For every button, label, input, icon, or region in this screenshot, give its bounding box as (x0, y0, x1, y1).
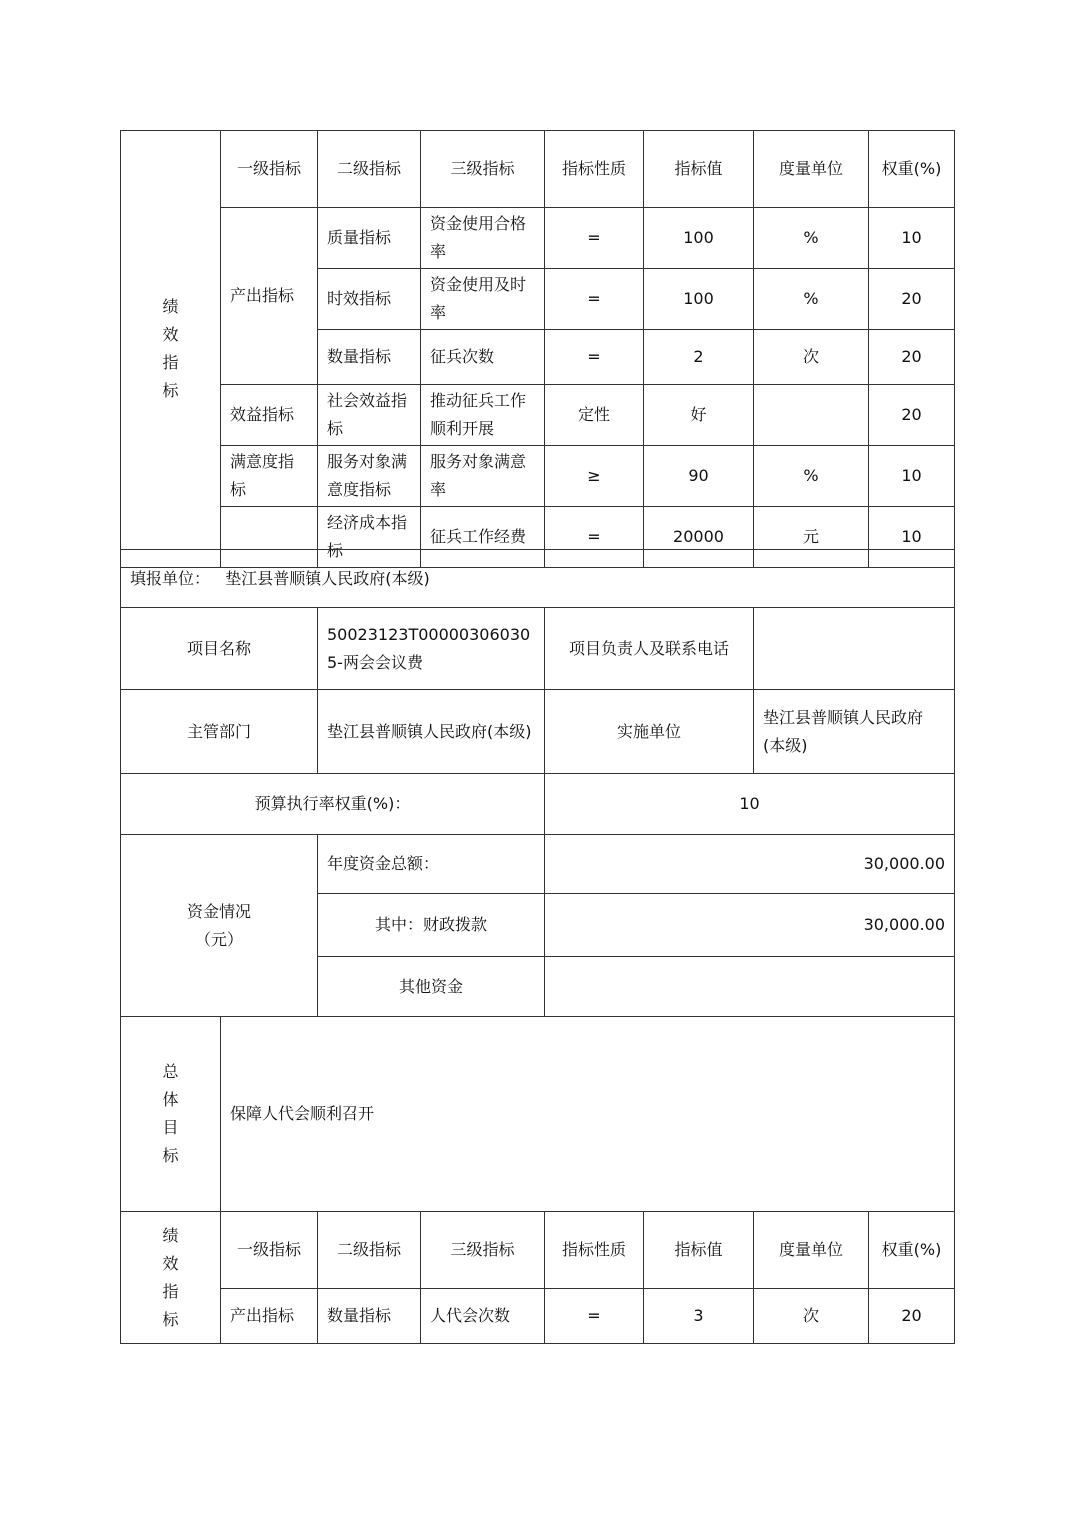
goal-side-label: 总 体 目 标 (121, 1017, 221, 1212)
project-name-value: 50023123T000003060305-两会会议费 (318, 608, 545, 690)
performance-indicator-table-1 (120, 130, 955, 568)
funds-total-row (121, 835, 955, 894)
header-value: 指标值 (644, 1212, 754, 1289)
contact-label: 项目负责人及联系电话 (545, 608, 754, 690)
cell-value: 好 (644, 385, 754, 446)
project-name-row (121, 608, 955, 690)
project-info-table (120, 549, 955, 1344)
cell-nature: = (545, 1289, 644, 1344)
header-level1: 一级指标 (221, 131, 318, 208)
dept-label: 主管部门 (121, 690, 318, 774)
budget-weight-label: 预算执行率权重(%)： (121, 774, 545, 835)
cell-level3: 征兵次数 (421, 330, 545, 385)
cell-level2: 社会效益指标 (318, 385, 421, 446)
cell-value: 100 (644, 269, 754, 330)
header-level3: 三级指标 (421, 1212, 545, 1289)
cell-value: 2 (644, 330, 754, 385)
funds-label: 资金情况 （元） (121, 835, 318, 1017)
header-row (121, 131, 955, 208)
annual-total-value: 30,000.00 (545, 835, 955, 894)
overall-goal-row (121, 1017, 955, 1212)
cell-value: 100 (644, 208, 754, 269)
cell-unit: % (754, 269, 869, 330)
cell-unit: % (754, 446, 869, 507)
impl-label: 实施单位 (545, 690, 754, 774)
budget-weight-value: 10 (545, 774, 955, 835)
cell-value: 90 (644, 446, 754, 507)
cell-value: 3 (644, 1289, 754, 1344)
cell-weight: 10 (869, 446, 955, 507)
header-nature: 指标性质 (545, 1212, 644, 1289)
table-row (121, 1289, 955, 1344)
header-level3: 三级指标 (421, 131, 545, 208)
header-value: 指标值 (644, 131, 754, 208)
header-weight: 权重(%) (869, 131, 955, 208)
cell-nature: = (545, 208, 644, 269)
cell-value: 20000 (644, 507, 754, 568)
cell-nature: = (545, 269, 644, 330)
cell-unit: 次 (754, 330, 869, 385)
header-level2: 二级指标 (318, 1212, 421, 1289)
perf-side-label: 绩 效 指 标 (121, 1212, 221, 1344)
cell-weight: 10 (869, 507, 955, 568)
header-unit: 度量单位 (754, 131, 869, 208)
cell-nature: 定性 (545, 385, 644, 446)
cell-unit: 元 (754, 507, 869, 568)
cell-level3: 服务对象满意率 (421, 446, 545, 507)
reporting-unit-cell (121, 550, 955, 608)
goal-text: 保障人代会顺利召开 (221, 1017, 955, 1212)
cell-level2: 服务对象满意度指标 (318, 446, 421, 507)
header-nature: 指标性质 (545, 131, 644, 208)
cell-weight: 20 (869, 269, 955, 330)
cell-nature: = (545, 330, 644, 385)
cell-level3: 推动征兵工作顺利开展 (421, 385, 545, 446)
cell-level1: 产出指标 (221, 208, 318, 385)
budget-weight-row (121, 774, 955, 835)
cell-level1: 满意度指标 (221, 446, 318, 507)
cell-level3: 资金使用及时率 (421, 269, 545, 330)
table-row (121, 385, 955, 446)
cell-weight: 10 (869, 208, 955, 269)
cell-level1: 效益指标 (221, 385, 318, 446)
cell-level1: 产出指标 (221, 1289, 318, 1344)
cell-level3: 资金使用合格率 (421, 208, 545, 269)
cell-unit: 次 (754, 1289, 869, 1344)
fiscal-value: 30,000.00 (545, 894, 955, 957)
cell-nature: ≥ (545, 446, 644, 507)
cell-level2: 时效指标 (318, 269, 421, 330)
header-level2: 二级指标 (318, 131, 421, 208)
cell-unit: % (754, 208, 869, 269)
cell-weight: 20 (869, 330, 955, 385)
other-funds-label: 其他资金 (318, 957, 545, 1017)
annual-total-label: 年度资金总额： (318, 835, 545, 894)
cell-level3: 征兵工作经费 (421, 507, 545, 568)
perf-side-label: 绩 效 指 标 (121, 131, 221, 568)
impl-value: 垫江县普顺镇人民政府(本级) (754, 690, 955, 774)
cell-weight: 20 (869, 385, 955, 446)
cell-unit (754, 385, 869, 446)
other-funds-value (545, 957, 955, 1017)
project-name-label: 项目名称 (121, 608, 318, 690)
cell-level2: 经济成本指标 (318, 507, 421, 568)
contact-value (754, 608, 955, 690)
fiscal-label: 其中：财政拨款 (318, 894, 545, 957)
department-row (121, 690, 955, 774)
cell-level2: 数量指标 (318, 330, 421, 385)
dept-value: 垫江县普顺镇人民政府(本级) (318, 690, 545, 774)
cell-weight: 20 (869, 1289, 955, 1344)
cell-level2: 数量指标 (318, 1289, 421, 1344)
header-row (121, 1212, 955, 1289)
header-weight: 权重(%) (869, 1212, 955, 1289)
table-row (121, 446, 955, 507)
cell-level3: 人代会次数 (421, 1289, 545, 1344)
table-row (121, 208, 955, 269)
header-unit: 度量单位 (754, 1212, 869, 1289)
cell-nature: = (545, 507, 644, 568)
reporting-unit-label: 填报单位： (130, 568, 211, 588)
reporting-unit-value: 垫江县普顺镇人民政府(本级) (225, 568, 430, 588)
header-level1: 一级指标 (221, 1212, 318, 1289)
reporting-unit-row (121, 550, 955, 608)
cell-level2: 质量指标 (318, 208, 421, 269)
